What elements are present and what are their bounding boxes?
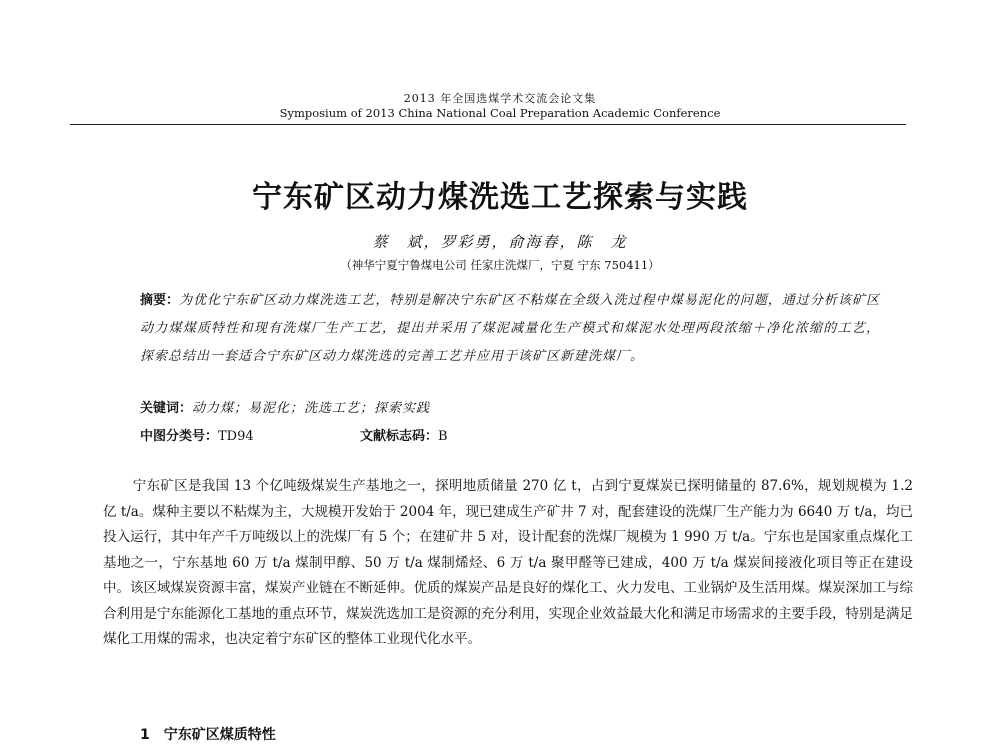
running-header (0, 92, 1000, 121)
clc-value: TD94 (218, 429, 254, 444)
author-list: 蔡 斌，罗彩勇，俞海春，陈 龙 (372, 233, 628, 251)
abstract-text: 为优化宁东矿区动力煤洗选工艺，特别是解决宁东矿区不粘煤在全级入洗过程中煤易泥化的问题，通过分析该矿区动力煤煤质特性和现有洗煤厂生产工艺，提出并采用了煤泥减量化生产模式和煤泥水处理两段浓缩＋净化浓缩的工艺，探索总结出一套适合宁东矿区动力煤洗选的完善工艺并应用于该矿区新建洗煤厂。 (140, 293, 880, 364)
header-divider (70, 124, 906, 125)
clc-label: 中图分类号： (140, 429, 219, 444)
abstract (140, 287, 880, 371)
keywords-text: 动力煤；易泥化；洗选工艺；探索实践 (192, 401, 431, 416)
abstract-label: 摘要： (140, 293, 180, 308)
keywords-label: 关键词： (140, 401, 193, 416)
doc-code-label: 文献标志码： (360, 429, 439, 444)
body-text (103, 474, 913, 653)
doc-code-value: B (438, 429, 448, 444)
keywords (140, 399, 430, 419)
body-paragraph: 宁东矿区是我国 13 个亿吨级煤炭生产基地之一，探明地质储量 270 亿 t，占到宁夏煤炭已探明储量的 87.6%，规划规模为 1.2 亿 t/a。煤种主要以不粘煤为主，大规模开发始于 2004 年，现已建成生产矿井 7 对，配套建设的洗煤厂生产能力为 6640 万 t/a，均已投入运行，其中年产千万吨级以上的洗煤厂有 5 个；在建矿井 5 对，设计配套的洗煤厂规模为 1 990 万 t/a。宁东也是国家重点煤化工基地之一，宁东基地 60 万 t/a 煤制甲醇、50 万 t/a 煤制烯烃、6 万 t/a 聚甲醛等已建成，400 万 t/a 煤炭间接液化项目等正在建设中。该区域煤炭资源丰富，煤炭产业链在不断延伸。优质的煤炭产品是良好的煤化工、火力发电、工业锅炉及生活用煤。煤炭深加工与综合利用是宁东能源化工基地的重点环节，煤炭洗选加工是资源的充分利用，实现企业效益最大化和满足市场需求的主要手段，特别是满足煤化工用煤的需求，也决定着宁东矿区的整体工业现代化水平。 (103, 478, 913, 647)
classification-line (140, 427, 840, 447)
running-header-english: Symposium of 2013 China National Coal Preparation Academic Conference (279, 106, 721, 120)
running-header-chinese: 2013 年全国选煤学术交流会论文集 (403, 92, 597, 105)
section-heading: 1 宁东矿区煤质特性 (140, 727, 276, 743)
paper-title: 宁东矿区动力煤洗选工艺探索与实践 (252, 180, 748, 215)
author-affiliation: （神华宁夏宁鲁煤电公司 任家庄洗煤厂，宁夏 宁东 750411） (340, 258, 660, 272)
document-code (360, 427, 448, 447)
